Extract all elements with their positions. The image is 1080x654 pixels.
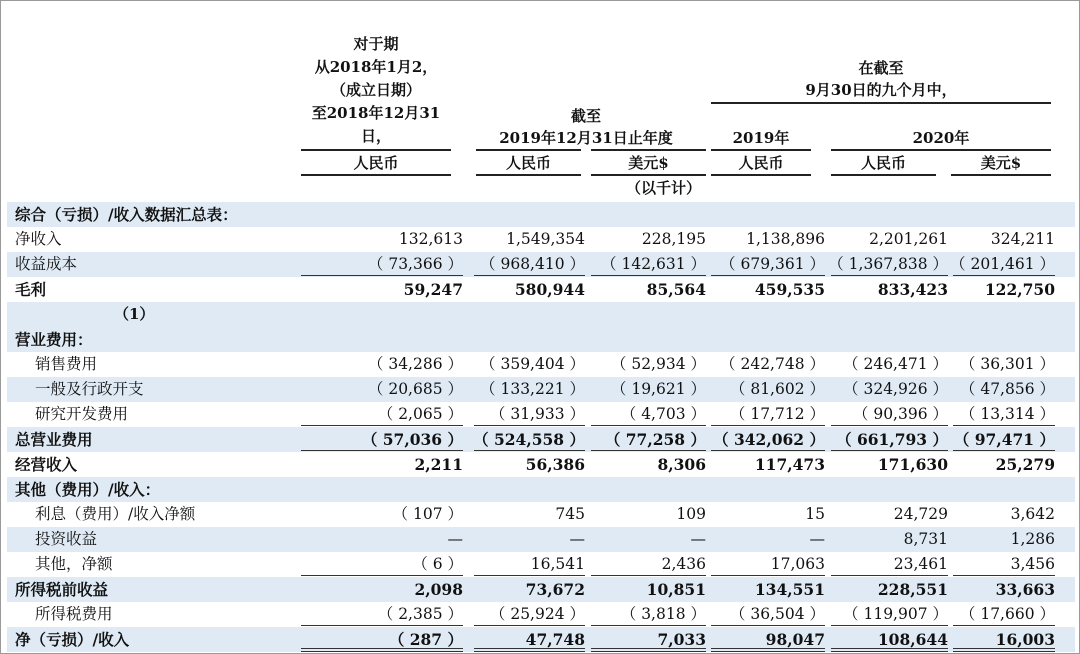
- value-cell: （ 324,926 ）: [843, 380, 948, 398]
- value-cell: 7,033: [657, 630, 706, 649]
- value-cell: （ 81,602 ）: [729, 380, 825, 398]
- subtotal-rule: [474, 425, 585, 426]
- table-row: [7, 227, 1075, 252]
- subtotal-rule: [301, 625, 463, 626]
- value-cell: （ 17,660 ）: [959, 605, 1055, 623]
- row-label: 其他，净额: [35, 555, 113, 573]
- value-cell: 10,851: [646, 580, 706, 599]
- value-cell: 98,047: [765, 630, 825, 649]
- year-2019-rule: [711, 149, 811, 151]
- row-label: 净收入: [15, 230, 62, 248]
- year-2019-rmb-rule: [711, 174, 811, 176]
- value-cell: 1,549,354: [506, 230, 585, 248]
- table-row: [7, 402, 1075, 427]
- value-cell: 3,642: [1010, 505, 1055, 523]
- subtotal-rule: [831, 625, 948, 626]
- subtotal-rule: [953, 275, 1055, 276]
- subtotal-rule: [831, 575, 948, 576]
- row-label: 所得税费用: [35, 605, 113, 623]
- value-cell: （ 119,907 ）: [843, 605, 948, 623]
- table-row: [7, 602, 1075, 627]
- value-cell: 580,944: [514, 280, 585, 299]
- table-row: [7, 452, 1075, 477]
- table-row: [7, 427, 1075, 452]
- value-cell: （ 17,712 ）: [729, 405, 825, 423]
- value-cell: 8,731: [903, 530, 948, 548]
- fy2019-header-rule-rmb: [476, 149, 581, 151]
- value-cell: 324,211: [990, 230, 1055, 248]
- year-2020-label: 2020年: [912, 129, 970, 147]
- subtotal-rule: [953, 625, 1055, 626]
- footnote-marker: （1）: [114, 305, 155, 323]
- nine-month-header-rule: [711, 102, 1051, 104]
- fy2019-usd-label: 美元$: [628, 154, 669, 172]
- subtotal-rule: [474, 450, 585, 451]
- value-cell: —: [569, 530, 585, 548]
- value-cell: —: [690, 530, 706, 548]
- value-cell: （ 968,410 ）: [480, 255, 585, 273]
- table-row: [7, 302, 1075, 327]
- table-row: [7, 502, 1075, 527]
- table-row: [7, 277, 1075, 302]
- subtotal-rule: [591, 425, 706, 426]
- value-cell: （ 3,818 ）: [620, 605, 706, 623]
- value-cell: 15: [805, 505, 825, 523]
- value-cell: （ 201,461 ）: [950, 255, 1055, 273]
- table-row: [7, 477, 1075, 502]
- units-note: （以千计）: [625, 179, 701, 197]
- col1-header-line-2: 从2018年1月2，: [314, 58, 438, 76]
- nine-month-header-line-2: 9月30日的九个月中，: [805, 81, 957, 99]
- value-cell: （ 73,366 ）: [367, 255, 463, 273]
- col1-header-line-4: 至2018年12月31: [311, 104, 441, 122]
- subtotal-rule: [591, 450, 706, 451]
- subtotal-rule: [474, 575, 585, 576]
- fy2019-usd-rule: [591, 174, 706, 176]
- nine-month-header-line-1: 在截至: [858, 59, 904, 77]
- subtotal-rule: [711, 625, 825, 626]
- value-cell: （ 34,286 ）: [367, 355, 463, 373]
- value-cell: （ 52,934 ）: [610, 355, 706, 373]
- value-cell: 117,473: [754, 455, 825, 474]
- value-cell: 16,541: [530, 555, 585, 573]
- value-cell: 2,436: [661, 555, 706, 573]
- row-label: 投资收益: [35, 530, 98, 548]
- value-cell: （ 36,301 ）: [959, 355, 1055, 373]
- value-cell: （ 142,631 ）: [601, 255, 706, 273]
- value-cell: （ 47,856 ）: [959, 380, 1055, 398]
- subtotal-rule: [301, 275, 463, 276]
- value-cell: （ 679,361 ）: [720, 255, 825, 273]
- value-cell: （ 31,933 ）: [489, 405, 585, 423]
- subtotal-rule: [711, 275, 825, 276]
- col1-header-line-1: 对于期: [353, 35, 399, 53]
- row-label: 毛利: [15, 280, 47, 299]
- value-cell: （ 13,314 ）: [959, 405, 1055, 423]
- value-cell: 2,098: [414, 580, 463, 599]
- value-cell: （ 6 ）: [412, 555, 463, 573]
- col1-header-rule: [301, 149, 451, 151]
- value-cell: 23,461: [893, 555, 948, 573]
- year-2020-usd-rule: [951, 174, 1051, 176]
- value-cell: 459,535: [754, 280, 825, 299]
- subtotal-rule: [301, 425, 463, 426]
- row-label: 其他（费用）/收入：: [15, 480, 161, 499]
- row-label: 总营业费用: [15, 430, 93, 449]
- row-label: 一般及行政开支: [35, 380, 144, 398]
- row-label: 所得税前收益: [15, 580, 109, 599]
- value-cell: 33,663: [995, 580, 1055, 599]
- fy2019-header-rule-usd: [591, 149, 706, 151]
- table-row: [7, 552, 1075, 577]
- value-cell: 56,386: [525, 455, 585, 474]
- value-cell: 134,551: [754, 580, 825, 599]
- row-label: 销售费用: [35, 355, 98, 373]
- subtotal-rule: [953, 450, 1055, 451]
- fy2019-header-line-2: 2019年12月31日止年度: [499, 129, 673, 147]
- row-label: 综合（亏损）/收入数据汇总表：: [15, 205, 238, 224]
- table-row: [7, 352, 1075, 377]
- year-2019-rmb-label: 人民币: [738, 154, 784, 172]
- value-cell: （ 133,221 ）: [480, 380, 585, 398]
- subtotal-rule: [711, 450, 825, 451]
- row-label: 研究开发费用: [35, 405, 129, 423]
- value-cell: 833,423: [877, 280, 948, 299]
- subtotal-rule: [591, 275, 706, 276]
- value-cell: 2,201,261: [869, 230, 948, 248]
- value-cell: 47,748: [525, 630, 585, 649]
- fy2019-rmb-label: 人民币: [505, 154, 551, 172]
- subtotal-rule: [301, 450, 463, 451]
- total-double-rule: [953, 648, 1055, 652]
- col1-header-line-3: （成立日期）: [330, 81, 421, 99]
- value-cell: —: [447, 530, 463, 548]
- value-cell: 24,729: [893, 505, 948, 523]
- table-row: [7, 627, 1075, 652]
- total-double-rule: [831, 648, 948, 652]
- value-cell: 73,672: [525, 580, 585, 599]
- value-cell: 3,456: [1010, 555, 1055, 573]
- value-cell: —: [809, 530, 825, 548]
- value-cell: （ 359,404 ）: [480, 355, 585, 373]
- year-2020-rule: [831, 149, 1051, 151]
- col1-header-line-5: 日，: [360, 127, 391, 145]
- year-2020-rmb-label: 人民币: [860, 154, 906, 172]
- total-double-rule: [711, 648, 825, 652]
- year-2020-usd-label: 美元$: [980, 154, 1022, 172]
- year-2020-rmb-rule: [831, 174, 936, 176]
- value-cell: 228,551: [877, 580, 948, 599]
- table-row: [7, 252, 1075, 277]
- value-cell: （ 342,062 ）: [713, 430, 825, 449]
- value-cell: （ 97,471 ）: [953, 430, 1055, 449]
- value-cell: （ 4,703 ）: [620, 405, 706, 423]
- subtotal-rule: [591, 575, 706, 576]
- subtotal-rule: [711, 425, 825, 426]
- row-label: 收益成本: [15, 255, 78, 273]
- value-cell: （ 661,793 ）: [836, 430, 948, 449]
- value-cell: （ 246,471 ）: [843, 355, 948, 373]
- fy2019-header-line-1: 截至: [570, 107, 601, 125]
- value-cell: 108,644: [877, 630, 948, 649]
- subtotal-rule: [591, 625, 706, 626]
- value-cell: （ 242,748 ）: [720, 355, 825, 373]
- subtotal-rule: [831, 275, 948, 276]
- value-cell: （ 287 ）: [388, 630, 463, 649]
- value-cell: 745: [555, 505, 585, 523]
- value-cell: （ 20,685 ）: [367, 380, 463, 398]
- table-row: [7, 527, 1075, 552]
- fy2019-rmb-rule: [476, 174, 581, 176]
- row-label: 营业费用：: [15, 330, 93, 349]
- value-cell: 1,138,896: [746, 230, 825, 248]
- value-cell: 122,750: [984, 280, 1055, 299]
- value-cell: （ 25,924 ）: [489, 605, 585, 623]
- value-cell: （ 36,504 ）: [729, 605, 825, 623]
- year-2019-label: 2019年: [732, 129, 790, 147]
- subtotal-rule: [474, 275, 585, 276]
- col1-currency-rule: [301, 174, 451, 176]
- subtotal-rule: [711, 575, 825, 576]
- value-cell: 25,279: [995, 455, 1055, 474]
- value-cell: 17,063: [770, 555, 825, 573]
- value-cell: （ 90,396 ）: [852, 405, 948, 423]
- value-cell: （ 2,065 ）: [377, 405, 463, 423]
- value-cell: 85,564: [646, 280, 706, 299]
- row-label: 净（亏损）/收入: [15, 630, 130, 649]
- row-label: 经营收入: [15, 455, 78, 474]
- subtotal-rule: [953, 575, 1055, 576]
- value-cell: 2,211: [414, 455, 463, 474]
- value-cell: （ 2,385 ）: [377, 605, 463, 623]
- value-cell: 59,247: [403, 280, 463, 299]
- value-cell: 171,630: [877, 455, 948, 474]
- total-double-rule: [591, 648, 706, 652]
- value-cell: 228,195: [641, 230, 706, 248]
- value-cell: （ 107 ）: [392, 505, 463, 523]
- value-cell: （ 57,036 ）: [361, 430, 463, 449]
- value-cell: 132,613: [398, 230, 463, 248]
- value-cell: （ 1,367,838 ）: [828, 255, 948, 273]
- subtotal-rule: [831, 425, 948, 426]
- value-cell: （ 77,258 ）: [604, 430, 706, 449]
- subtotal-rule: [301, 575, 463, 576]
- value-cell: （ 524,558 ）: [473, 430, 585, 449]
- total-double-rule: [474, 648, 585, 652]
- table-row: [7, 377, 1075, 402]
- value-cell: 8,306: [657, 455, 706, 474]
- col1-currency-label: 人民币: [353, 154, 399, 172]
- value-cell: 16,003: [995, 630, 1055, 649]
- subtotal-rule: [953, 425, 1055, 426]
- total-double-rule: [301, 648, 463, 652]
- value-cell: 1,286: [1010, 530, 1055, 548]
- row-label: 利息（费用）/收入净额: [35, 505, 196, 523]
- subtotal-rule: [831, 450, 948, 451]
- table-row: [7, 577, 1075, 602]
- subtotal-rule: [474, 625, 585, 626]
- table-row: [7, 327, 1075, 352]
- value-cell: 109: [676, 505, 706, 523]
- income-statement-table: [7, 202, 1075, 652]
- table-row: [7, 202, 1075, 227]
- value-cell: （ 19,621 ）: [610, 380, 706, 398]
